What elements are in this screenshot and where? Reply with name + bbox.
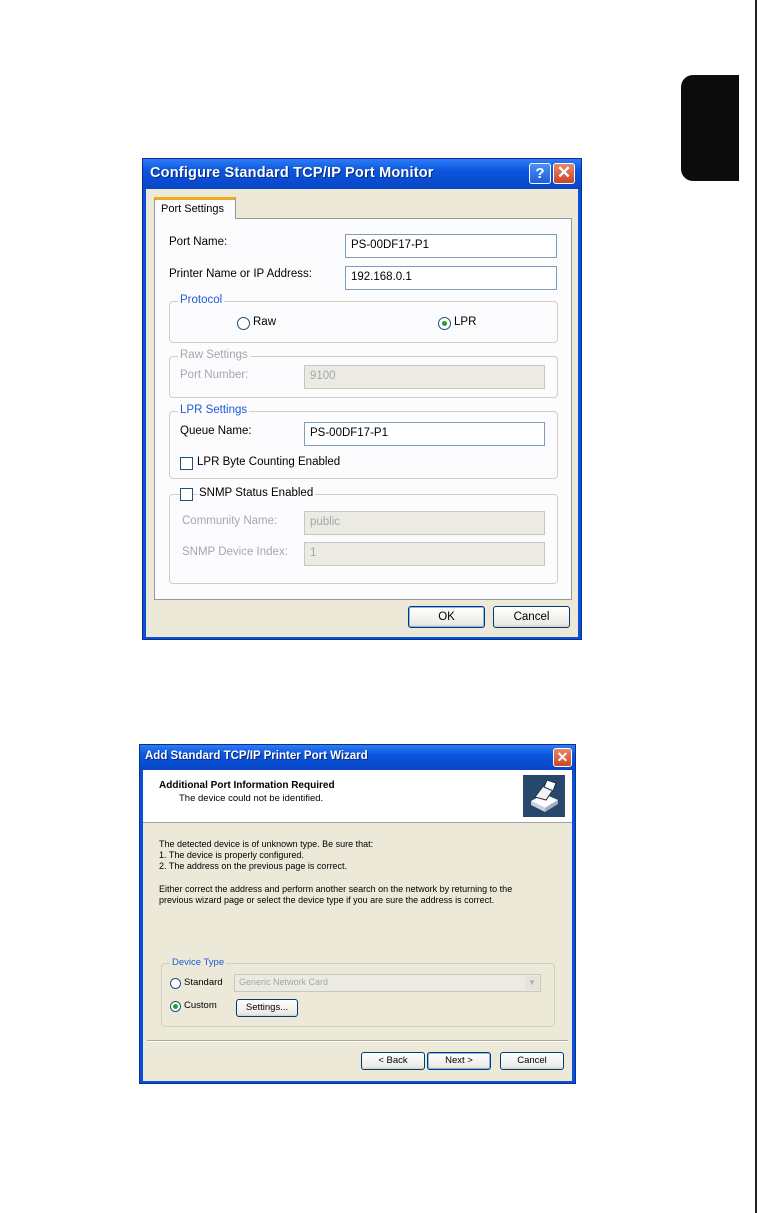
community-name-input[interactable]: public — [304, 511, 545, 535]
wizard-body-line-5: previous wizard page or select the device type if you are sure the address is correct. — [159, 895, 495, 905]
wizard-titlebar — [140, 745, 575, 770]
standard-device-value: Generic Network Card — [239, 977, 329, 987]
dialog-titlebar — [143, 159, 581, 189]
printer-address-input[interactable]: 192.168.0.1 — [345, 266, 557, 290]
lpr-byte-counting-label: LPR Byte Counting Enabled — [197, 456, 341, 468]
close-button[interactable] — [553, 163, 575, 184]
printer-icon — [523, 775, 565, 817]
next-button[interactable]: Next > — [427, 1052, 491, 1070]
wizard-separator — [147, 1040, 568, 1042]
lpr-byte-counting-checkbox[interactable] — [180, 457, 193, 470]
wizard-header — [143, 770, 572, 823]
close-icon: ✕ — [556, 163, 572, 182]
wizard-cancel-button[interactable]: Cancel — [500, 1052, 564, 1070]
wizard-header-title: Additional Port Information Required — [159, 780, 335, 791]
lpr-radio-label: LPR — [454, 316, 477, 328]
cancel-button[interactable]: Cancel — [493, 606, 570, 628]
back-button[interactable]: < Back — [361, 1052, 425, 1070]
device-type-group — [161, 957, 555, 1027]
snmp-device-index-label: SNMP Device Index: — [182, 546, 288, 558]
community-name-label: Community Name: — [182, 515, 278, 527]
dialog-title: Configure Standard TCP/IP Port Monitor — [150, 165, 434, 181]
raw-radio-label: Raw — [253, 316, 277, 328]
raw-radio[interactable] — [237, 317, 250, 330]
wizard-body-line-3: 2. The address on the previous page is correct. — [159, 861, 347, 871]
page-cut-line — [755, 0, 757, 1213]
raw-settings-title: Raw Settings — [180, 349, 248, 361]
standard-radio[interactable] — [170, 978, 181, 989]
ok-button[interactable]: OK — [408, 606, 485, 628]
lpr-radio[interactable] — [438, 317, 451, 330]
port-number-label: Port Number: — [180, 369, 249, 381]
wizard-body-line-2: 1. The device is properly configured. — [159, 850, 304, 860]
custom-radio-label: Custom — [184, 1000, 217, 1011]
standard-radio-label: Standard — [184, 977, 223, 988]
help-button[interactable] — [529, 163, 551, 184]
printer-address-label: Printer Name or IP Address: — [169, 268, 312, 280]
port-name-input[interactable]: PS-00DF17-P1 — [345, 234, 557, 258]
protocol-group-title: Protocol — [180, 294, 223, 306]
wizard-body-line-4: Either correct the address and perform another search on the network by returning to the — [159, 884, 513, 894]
custom-radio[interactable] — [170, 1001, 181, 1012]
standard-device-select[interactable] — [234, 974, 541, 992]
settings-button[interactable]: Settings... — [236, 999, 298, 1017]
queue-name-label: Queue Name: — [180, 425, 252, 437]
snmp-status-label: SNMP Status Enabled — [199, 487, 314, 499]
chevron-down-icon: ▼ — [525, 976, 539, 990]
wizard-body-line-1: The detected device is of unknown type. Be sure that: — [159, 839, 374, 849]
port-name-label: Port Name: — [169, 236, 228, 248]
close-icon: ✕ — [556, 749, 569, 765]
snmp-device-index-input[interactable]: 1 — [304, 542, 545, 566]
dialog-client-area — [146, 189, 578, 637]
wizard-close-button[interactable] — [553, 748, 572, 767]
wizard-client-area — [143, 770, 572, 1081]
snmp-status-checkbox[interactable] — [180, 488, 193, 501]
snmp-group — [169, 487, 558, 584]
device-type-title: Device Type — [172, 957, 225, 968]
tab-port-settings[interactable]: Port Settings — [154, 197, 236, 219]
wizard-title: Add Standard TCP/IP Printer Port Wizard — [145, 750, 368, 762]
protocol-group — [169, 294, 558, 343]
port-number-input[interactable]: 9100 — [304, 365, 545, 389]
printer-port-wizard-dialog — [139, 744, 576, 1084]
help-icon: ? — [535, 165, 545, 182]
lpr-settings-group — [169, 404, 558, 479]
side-section-tab — [681, 75, 739, 181]
raw-settings-group — [169, 349, 558, 398]
queue-name-input[interactable]: PS-00DF17-P1 — [304, 422, 545, 446]
lpr-settings-title: LPR Settings — [180, 404, 248, 416]
wizard-header-subtitle: The device could not be identified. — [179, 793, 324, 804]
port-monitor-dialog — [142, 158, 582, 640]
port-settings-panel — [154, 218, 572, 600]
